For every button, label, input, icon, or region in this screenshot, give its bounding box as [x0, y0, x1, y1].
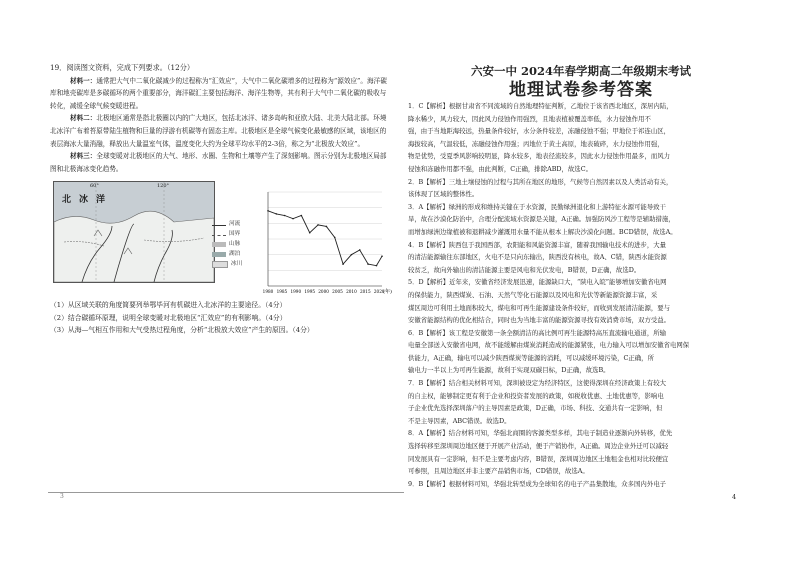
border-swatch — [212, 235, 226, 236]
chart-x-tick-label: 1985 — [276, 289, 288, 295]
chart-x-tick-label: 1980 — [262, 289, 274, 295]
material-2-text: 北极地区通常是指北极圈以内的广大地区，包括北冰洋、诸多岛屿和亚欧大陆、北美大陆北部。环境北冰洋广布着苔原带陆生植物和巨量的浮游有机碳等有固态主库。北极地区是全球气候变化最敏感的区域，该地区的表层海冰大量消融，释放出大量温室气体，温度变化大约为全球平均水平的2-3倍，称之为“北极放大效应”。 — [50, 114, 387, 148]
answer-line: 强，由于当地距海较远，热量条件较好，水分条件较差，冻融侵蚀不强；甲地位于祁连山区， — [408, 127, 671, 136]
chart-point — [276, 213, 278, 215]
chart-point — [317, 224, 319, 226]
arctic-map — [53, 181, 215, 283]
answer-line: 该体现了区域的整体性。 — [408, 190, 479, 199]
answer-line: 2．B【解析】三地土壤侵蚀的过程与其所在地区的地形，气候等自然因素以及人类活动有关， — [408, 177, 673, 186]
degree-120: 120° — [157, 183, 170, 190]
legend-mountain-label: 山脉 — [229, 241, 241, 248]
answer-line: 8．A【解析】结合材料可知，华强北商圈的客源类型多样，其电子制造业逐渐向外转移，优先 — [408, 429, 673, 438]
chart-point — [376, 265, 378, 267]
chart-x-label: (年) — [383, 289, 392, 296]
sea-ice-series-line — [268, 211, 382, 266]
material-3-label: 材料三： — [70, 152, 97, 161]
answer-line: 煤区周边可利用土地面积较大，煤电和可再生能源建设条件较好，而收到发展清洁能源，要与 — [408, 303, 671, 312]
chart-x-tick-label: 2015 — [359, 289, 371, 295]
legend-border — [212, 229, 258, 239]
chart-x-tick-label: 1990 — [290, 289, 302, 295]
material-3-text: 全球变暖对北极地区的大气、地形、水圈、生物和土壤等产生了深刻影响。图示分别为北极地区局部图和北极海冰变化趋势。 — [50, 152, 387, 173]
legend-river-label: 河流 — [229, 221, 241, 228]
left-page-number: 3 — [60, 493, 64, 500]
answer-line: 海拔较高，气温较低，冻融侵蚀作用强；丙地位于黄土高原，地表破碎，水力侵蚀作用强， — [408, 139, 664, 148]
question-header: 19．阅读图文资料，完成下列要求。（12分） — [50, 63, 195, 72]
chart-grid — [268, 192, 382, 286]
figure-area — [50, 181, 390, 299]
legend-river — [212, 219, 258, 229]
material-3 — [50, 150, 390, 175]
legend-lake-label: 湖泊 — [229, 251, 241, 258]
ocean-label — [62, 192, 113, 205]
subquestion-2: （2）结合碳循环原理，说明全球变暖对北极地区“汇效应”的有利影响。（4分） — [50, 313, 287, 322]
answer-line: 子企业优先选择深圳落户的主导因素是政策，D正确，市场、科技、交通共有一定影响，但 — [408, 404, 663, 413]
answer-line: 供能力，A正确，输电可以减少陕西煤炭等能源的消耗，可以减缓环境污染，C正确，所 — [408, 353, 654, 362]
answer-line: 1．C【解析】根据甘肃省不同流域的自然地理特征判断，乙地位于该省西北地区，深居内陆， — [408, 102, 673, 110]
legend-glacier-label: 冰川 — [231, 261, 243, 268]
chart-point — [381, 256, 383, 258]
answer-line: 的自主权，能够制定更有利于企业和投资者发展的政策，如税收优惠、土地优惠等，影响电 — [408, 391, 664, 400]
chart-points — [267, 210, 383, 266]
chart-point — [292, 218, 294, 220]
legend-border-label: 国界 — [229, 231, 241, 238]
legend-lake — [212, 249, 258, 259]
answer-line: 同发展具有一定影响，但不是主要考虑内容，B错误，深圳周边地区土地租金也相对比较便宜 — [408, 454, 669, 463]
answer-title-line2: 地理试卷参考答案 — [509, 80, 653, 100]
material-1-label: 材料一： — [70, 76, 97, 85]
mountain-swatch — [212, 242, 226, 247]
chart-x-tick-label: 2020 — [373, 289, 385, 295]
answer-line: 7．B【解析】结合相关材料可知，深圳被设定为经济特区，这使得深圳在经济政策上有较大 — [408, 379, 666, 388]
subquestion-3: （3）从海—气相互作用和大气受热过程角度，分析“北极放大效应”产生的原因。（4分） — [50, 326, 314, 335]
answer-line: 可参照，且周边地区并非主要产品销售市场，CD错误，故选A。 — [408, 467, 589, 476]
chart-x-tick-label: 2010 — [346, 289, 357, 295]
river-swatch — [212, 225, 226, 226]
answer-line: 选择转移至深圳周边地区便于开展产业活动，便于产销协作，A正确。周边企业外迁可以减轻 — [408, 442, 669, 451]
answer-line: 5．D【解析】近年来，安徽省经济发展迅速，能源缺口大，“陕电入皖”能够增加安徽省电网 — [408, 278, 667, 287]
material-2 — [50, 112, 390, 150]
chart-point — [334, 237, 336, 239]
chart-point — [367, 264, 369, 266]
chart-x-ticks — [263, 289, 385, 294]
answer-line: 侵蚀和冻融作用都不强，由此判断，C正确，排除ABD，故选C。 — [408, 164, 592, 173]
answer-title-line1: 六安一中 2024年春学期高二年级期末考试 — [470, 64, 691, 78]
answer-line: 4．B【解析】陕西包于我国西部，农阳能和风能资源丰富，随着我国输电技术的进步，大量 — [408, 240, 666, 249]
left-column — [50, 62, 390, 337]
answer-line: 物是优势，受夏季风影响较明显，降水较多，地表径流较多，因此水力侵蚀作用最多，而风力 — [408, 152, 671, 161]
lake-swatch — [212, 252, 226, 257]
answer-line: 安徽省能源结构的优化相结合，同时也为当地丰富的能源资源寻找有效消费市场，双方受益。 — [408, 316, 671, 325]
legend-mountain — [212, 239, 258, 249]
chart-point — [351, 254, 353, 256]
legend-glacier — [212, 259, 258, 269]
chart-point — [267, 210, 269, 212]
answer-line: 输电力一半以上为可再生能源，故利于实现双碳目标，D正确，故选B。 — [408, 366, 610, 375]
answer-line: 3．A【解析】绿洲的形成和维持关键在于水资源，民勤绿洲退化和上游特征水源可能导致干 — [408, 202, 666, 211]
answer-list — [408, 100, 754, 490]
chart-point — [309, 232, 311, 234]
ocean-label-1: 北 — [62, 195, 80, 206]
answer-line: 9．B【解析】根据材料可知，华强北转型成为全球知名的电子产品集散地，众多国内外电子 — [408, 479, 666, 488]
chart-point — [342, 264, 344, 266]
answer-line: 的清洁能源输往东部地区，火电不是只向东输出，陕西没有核电，故A、C错，陕西水能资源 — [408, 253, 667, 262]
material-1 — [50, 75, 390, 113]
map-legend — [212, 219, 258, 269]
chart-point — [284, 215, 286, 217]
sea-ice-chart — [260, 186, 396, 302]
footer-rule — [48, 492, 404, 493]
material-1-text: 通常把大气中二氧化碳减少的过程称为“汇效应”，大气中二氧化碳增多的过程称为“源效应”。海洋碳库和地壳碳库是多碳循环的两个重要部分，海洋碳汇主要包括海洋、海洋生物等，其有利于大气中二氧化碳的吸收与转化，减缓全球气候变暖进程。 — [50, 76, 387, 110]
ocean-label-2: 冰 — [79, 195, 97, 206]
ocean-label-3: 洋 — [96, 195, 114, 206]
chart-x-tick-label: 2000 — [318, 289, 329, 295]
chart-point — [359, 250, 361, 252]
glacier-swatch — [212, 261, 228, 268]
right-column — [408, 62, 754, 490]
subquestion-1: （1）从区域关联的角度简要列举鄂毕河有机碳进入北冰洋的主要途径。（4分） — [50, 301, 287, 310]
chart-x-tick-label: 2005 — [332, 289, 343, 295]
answer-line: 6．B【解析】该工程是安徽第一条全额清洁的高比例可再生能源特高压直流输电通道，所输 — [408, 328, 666, 337]
answer-line: 而增加绿洲边缘植被和退耕减少灌溉用水量不能从根本上解决沙漠化问题。BCD错误，故选A。 — [408, 227, 677, 236]
right-page-number: 4 — [732, 493, 737, 501]
chart-point — [326, 226, 328, 228]
answer-line: 降水稀少，风力较大，因此风力侵蚀作用强烈，且地表植被覆盖率低，水力侵蚀作用不 — [408, 114, 651, 123]
answer-line: 电量全部送入安徽省电网，故不能缓解由煤炭消耗造成的能源紧张，电力输入可以增加安徽省电网保 — [408, 341, 690, 350]
material-2-label: 材料二： — [70, 114, 97, 123]
answer-line: 较贫乏，故向外输出的清洁能源主要是风电和光伏发电，B错误，D正确，故选D。 — [408, 265, 641, 274]
chart-x-tick-label: 1995 — [304, 289, 316, 295]
answer-line: 的保供能力，陕西煤炭、石油、天然气等化石能源以及风电和光伏等新能源资源丰富，采 — [408, 290, 658, 299]
degree-60: 60° — [90, 183, 99, 190]
answer-line: 不是主导因素，ABC错误。故选D。 — [408, 416, 511, 425]
chart-point — [301, 215, 303, 217]
answer-line: 旱，故在沙漠化防治中，合理分配流域水资源是关键，A正确。加强防风沙工程等是辅助措施， — [408, 215, 675, 224]
